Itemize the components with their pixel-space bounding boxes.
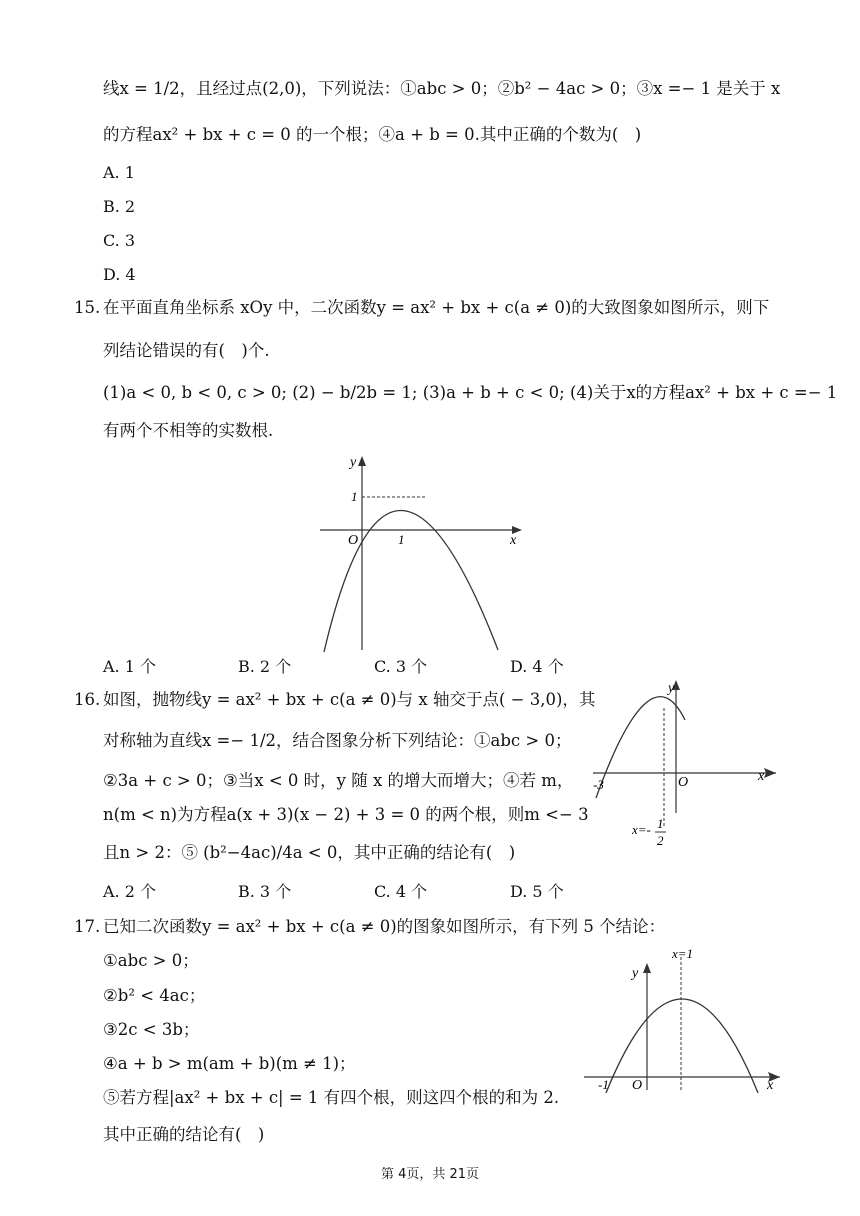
- q15-line4: 有两个不相等的实数根.: [103, 421, 274, 440]
- q15-line3: (1)a < 0, b < 0, c > 0; (2) − b/2b = 1; (3)a + b + c < 0; (4)关于x的方程ax² + bx + c =− 1: [103, 383, 838, 402]
- q17-last-line: 其中正确的结论有( ): [103, 1125, 265, 1144]
- q17-item-1: ①abc > 0；: [103, 951, 199, 970]
- q15-option-d: D. 4 个: [510, 657, 564, 676]
- q16-option-a: A. 2 个: [103, 882, 156, 901]
- q16-line3: ②3a + c > 0；③当x < 0 时，y 随 x 的增大而增大；④若 m，: [103, 771, 574, 790]
- q16-graph: [588, 678, 778, 850]
- symmetry-axis-label: x=-: [632, 822, 651, 837]
- tick-x-neg3: -3: [593, 777, 604, 792]
- q17-graph: [580, 945, 790, 1093]
- x-axis-label: x: [758, 769, 765, 784]
- y-axis-arrow: [643, 963, 651, 973]
- parabola-curve: [596, 697, 685, 798]
- y-axis-label: y: [350, 455, 357, 470]
- q14-option-a: A. 1: [103, 163, 135, 182]
- x-axis-label: x: [767, 1078, 774, 1093]
- parabola-curve: [324, 510, 498, 652]
- q17-item-5: ⑤若方程|ax² + bx + c| = 1 有四个根，则这四个根的和为 2.: [103, 1088, 560, 1107]
- origin-label: O: [348, 533, 359, 548]
- symmetry-axis-label: x=1: [672, 946, 694, 961]
- q17-item-4: ④a + b > m(am + b)(m ≠ 1)；: [103, 1054, 356, 1073]
- q16-option-d: D. 5 个: [510, 882, 564, 901]
- y-axis-label: y: [668, 681, 675, 696]
- parabola-curve: [606, 999, 758, 1093]
- q16-line5: 且n > 2：⑤ (b²−4ac)/4a < 0，其中正确的结论有( ): [103, 843, 516, 862]
- q16-number: 16.: [74, 690, 101, 709]
- q14-option-d: D. 4: [103, 265, 136, 284]
- q14-line2: 的方程ax² + bx + c = 0 的一个根；④a + b = 0.其中正确的个数为( ): [103, 125, 642, 144]
- q15-graph: [310, 450, 530, 655]
- q15-number: 15.: [74, 298, 101, 317]
- q14-line1: 线x = 1/2，且经过点(2,0)，下列说法：①abc > 0；②b² − 4ac > 0；③x =− 1 是关于 x: [103, 79, 781, 98]
- q15-option-c: C. 3 个: [374, 657, 428, 676]
- q16-line1: 如图，抛物线y = ax² + bx + c(a ≠ 0)与 x 轴交于点( − 3,0)，其: [103, 690, 596, 709]
- q17-line1: 已知二次函数y = ax² + bx + c(a ≠ 0)的图象如图所示，有下列 5 个结论：: [103, 917, 666, 936]
- origin-label: O: [632, 1078, 643, 1093]
- tick-x-neg1: -1: [598, 1077, 609, 1092]
- q17-item-3: ③2c < 3b；: [103, 1020, 200, 1039]
- y-axis-arrow: [358, 456, 366, 466]
- q14-option-b: B. 2: [103, 197, 136, 216]
- q15-option-a: A. 1 个: [103, 657, 156, 676]
- q15-option-b: B. 2 个: [238, 657, 292, 676]
- q15-line1: 在平面直角坐标系 xOy 中，二次函数y = ax² + bx + c(a ≠ 0)的大致图象如图所示，则下: [103, 298, 770, 317]
- fraction-denominator: 2: [657, 833, 664, 848]
- fraction-numerator: 1: [657, 816, 664, 831]
- q17-number: 17.: [74, 917, 101, 936]
- tick-x-1: 1: [398, 532, 405, 547]
- x-axis-label: x: [510, 533, 517, 548]
- q15-line2: 列结论错误的有( )个.: [103, 341, 270, 360]
- q16-option-c: C. 4 个: [374, 882, 428, 901]
- q16-option-b: B. 3 个: [238, 882, 292, 901]
- tick-y-1: 1: [351, 489, 358, 504]
- q14-option-c: C. 3: [103, 231, 136, 250]
- y-axis-label: y: [632, 966, 639, 981]
- page-footer: 第 4页，共 21页: [380, 1167, 480, 1182]
- origin-label: O: [678, 775, 689, 790]
- q16-line2: 对称轴为直线x =− 1/2，结合图象分析下列结论：①abc > 0；: [103, 731, 572, 750]
- q17-item-2: ②b² < 4ac；: [103, 986, 206, 1005]
- q16-line4: n(m < n)为方程a(x + 3)(x − 2) + 3 = 0 的两个根，则m <− 3: [103, 805, 589, 824]
